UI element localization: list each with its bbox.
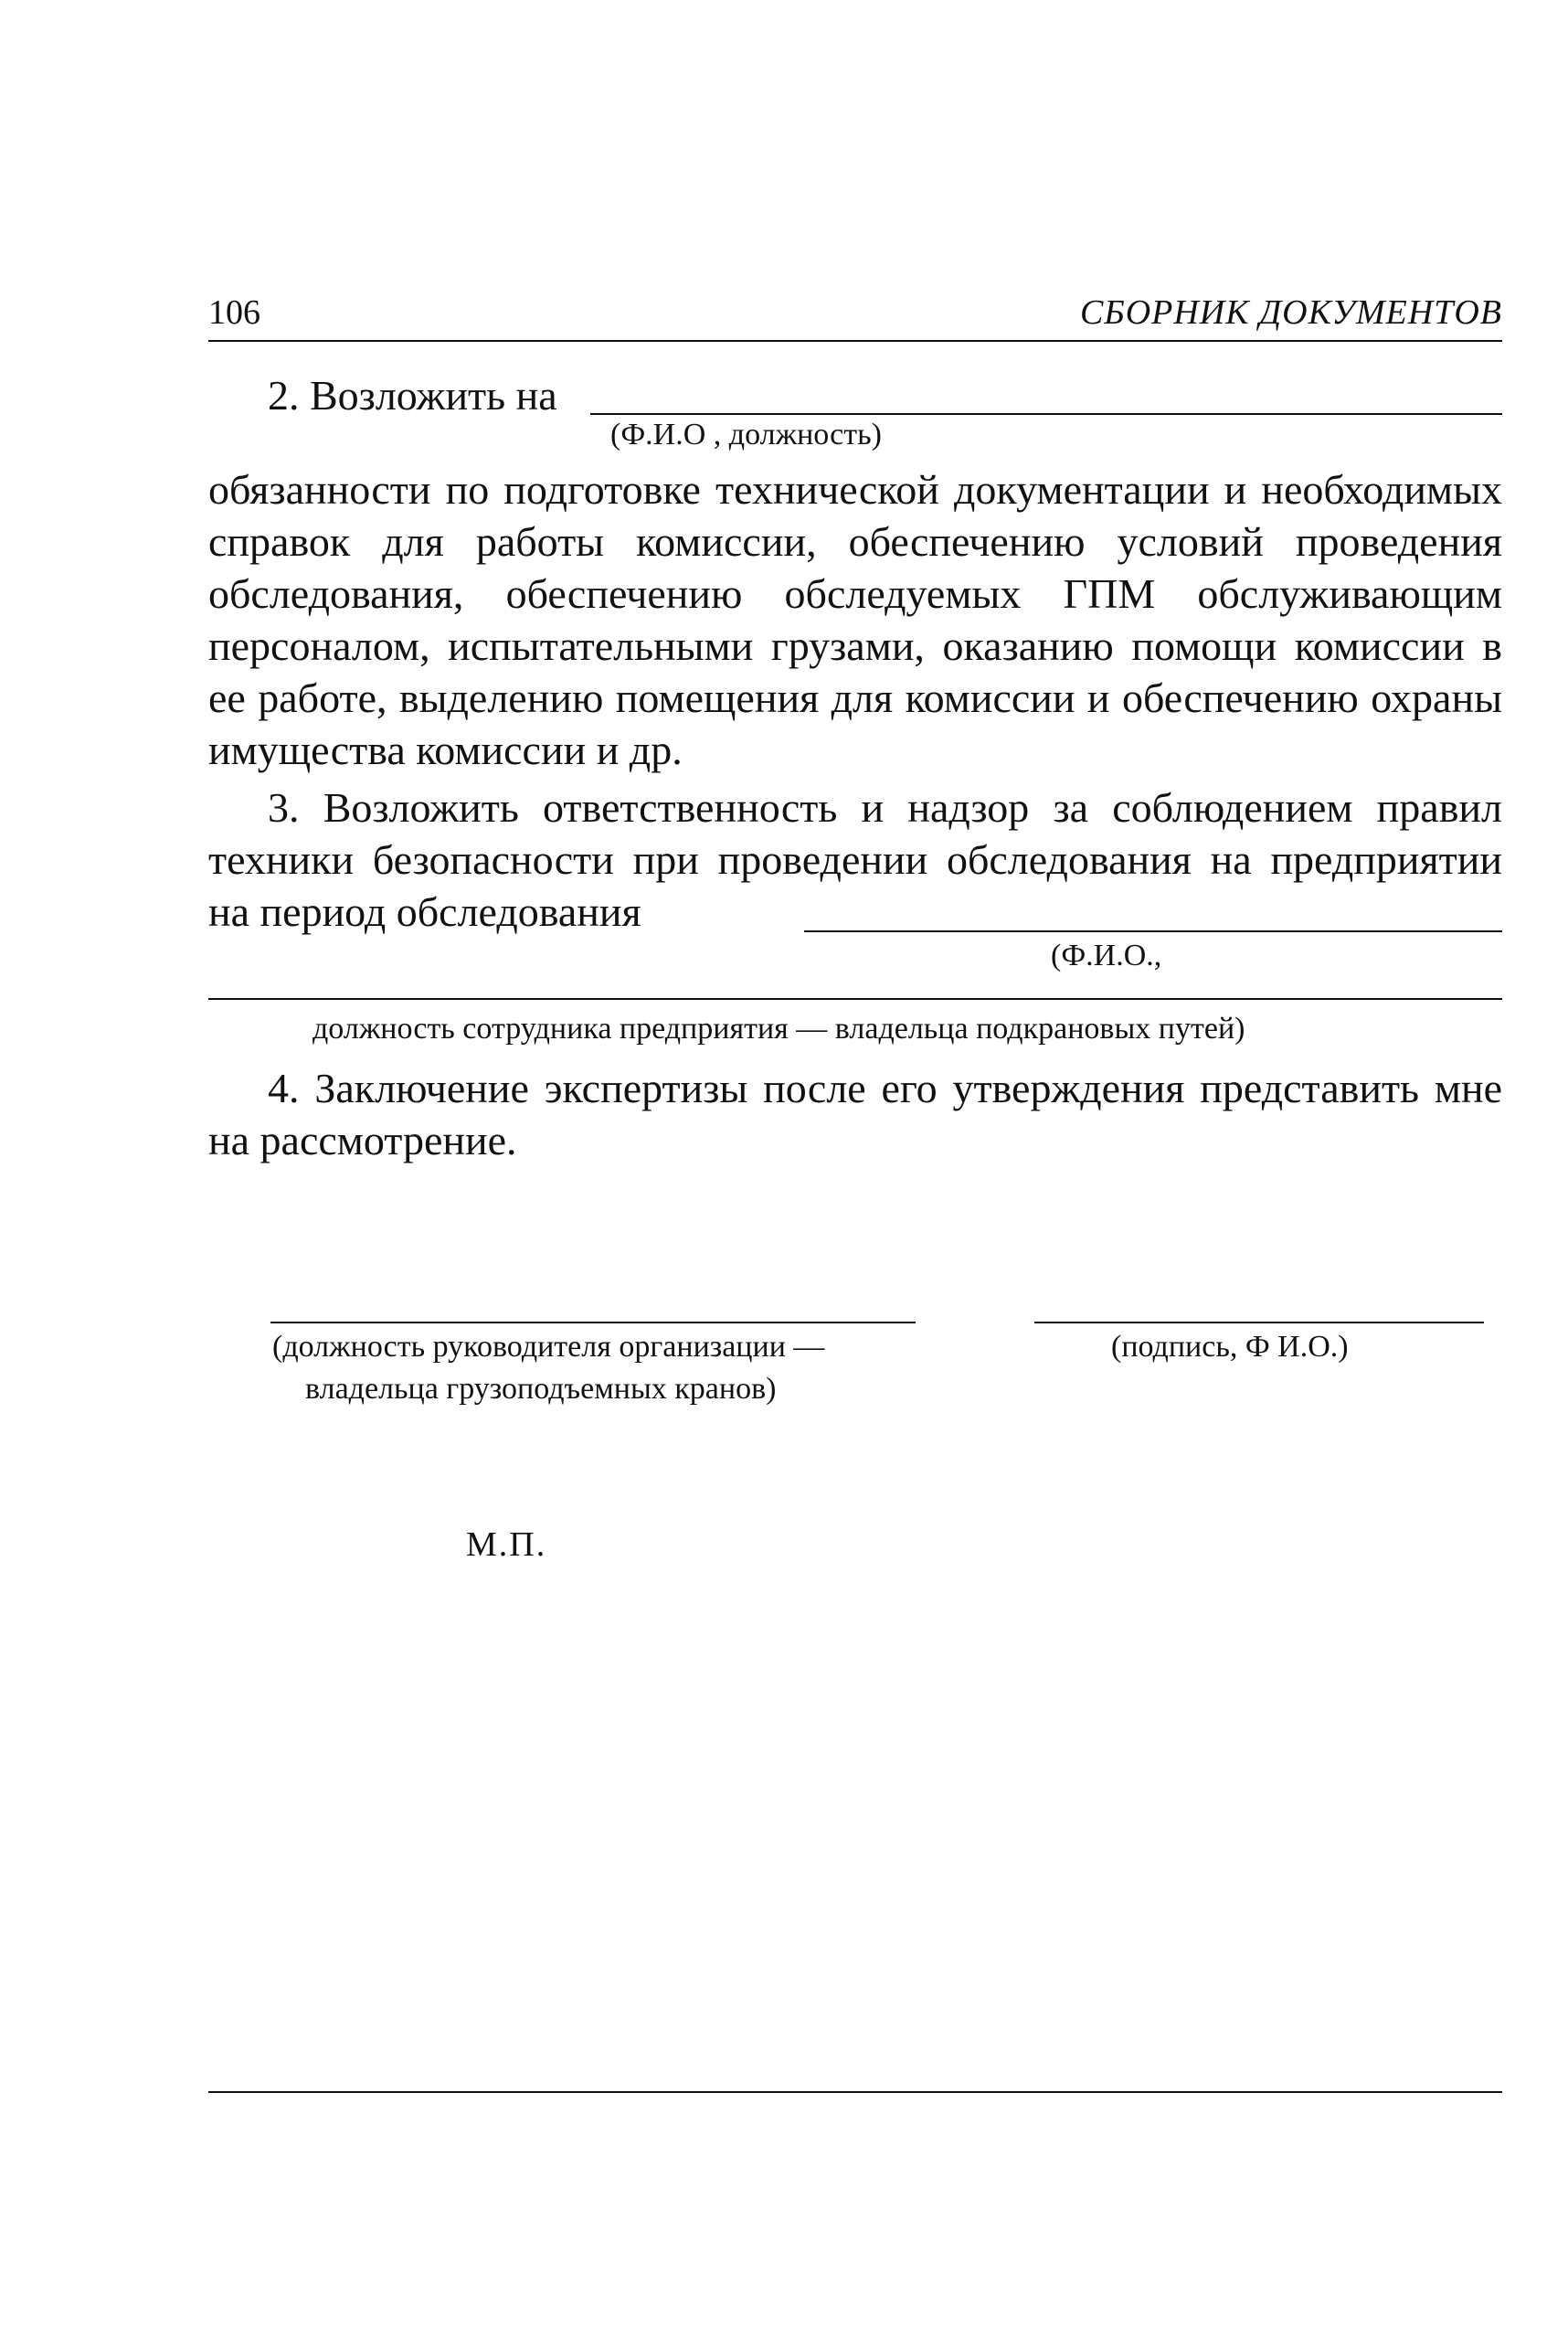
item4-body: 4. Заключение экспертизы после его утверждения представить мне на рассмотрение. [208, 1065, 1502, 1163]
running-title: СБОРНИК ДОКУМЕНТОВ [1079, 293, 1502, 332]
item4-text [208, 1062, 1502, 1166]
item3-field-caption-2: должность сотрудника предприятия — владельца подкрановых путей) [313, 1012, 1245, 1046]
footer-rule [208, 2091, 1502, 2093]
item3-text [208, 781, 1502, 938]
header-rule [208, 340, 1502, 342]
item3-fill-line-1 [804, 930, 1502, 932]
item3-field-caption-1: (Ф.И.О., [1051, 939, 1162, 972]
signature-line [1034, 1322, 1484, 1323]
item3-fill-line-2 [208, 998, 1502, 1000]
item2-field-caption: (Ф.И.О , должность) [610, 418, 882, 451]
stamp-label: М.П. [466, 1525, 547, 1564]
position-signature-line [270, 1322, 916, 1323]
item2-text: обязанности по подготовке технической документации и необходимых справок для работы комиссии, обеспечению условий проведения обследования, обеспечению обследуемых ГПМ обслуживающим персоналом, испытательными грузами, оказанию помощи комиссии в ее работе, выделению помещения для комиссии и обеспечению охраны имущества комиссии и др. [208, 466, 1502, 773]
signature-caption: (подпись, Ф И.О.) [1111, 1330, 1349, 1364]
item2-fill-line [590, 413, 1502, 415]
position-caption-line1: (должность руководителя организации — [272, 1330, 825, 1364]
position-caption-line2: владельца грузоподъемных кранов) [305, 1372, 777, 1406]
item3-body: 3. Возложить ответственность и надзор за соблюдением правил техники безопасности при проведении обследования на предприятии на период обследования [208, 784, 1502, 935]
item2-lead: 2. Возложить на [268, 372, 557, 419]
page-number: 106 [208, 293, 260, 332]
